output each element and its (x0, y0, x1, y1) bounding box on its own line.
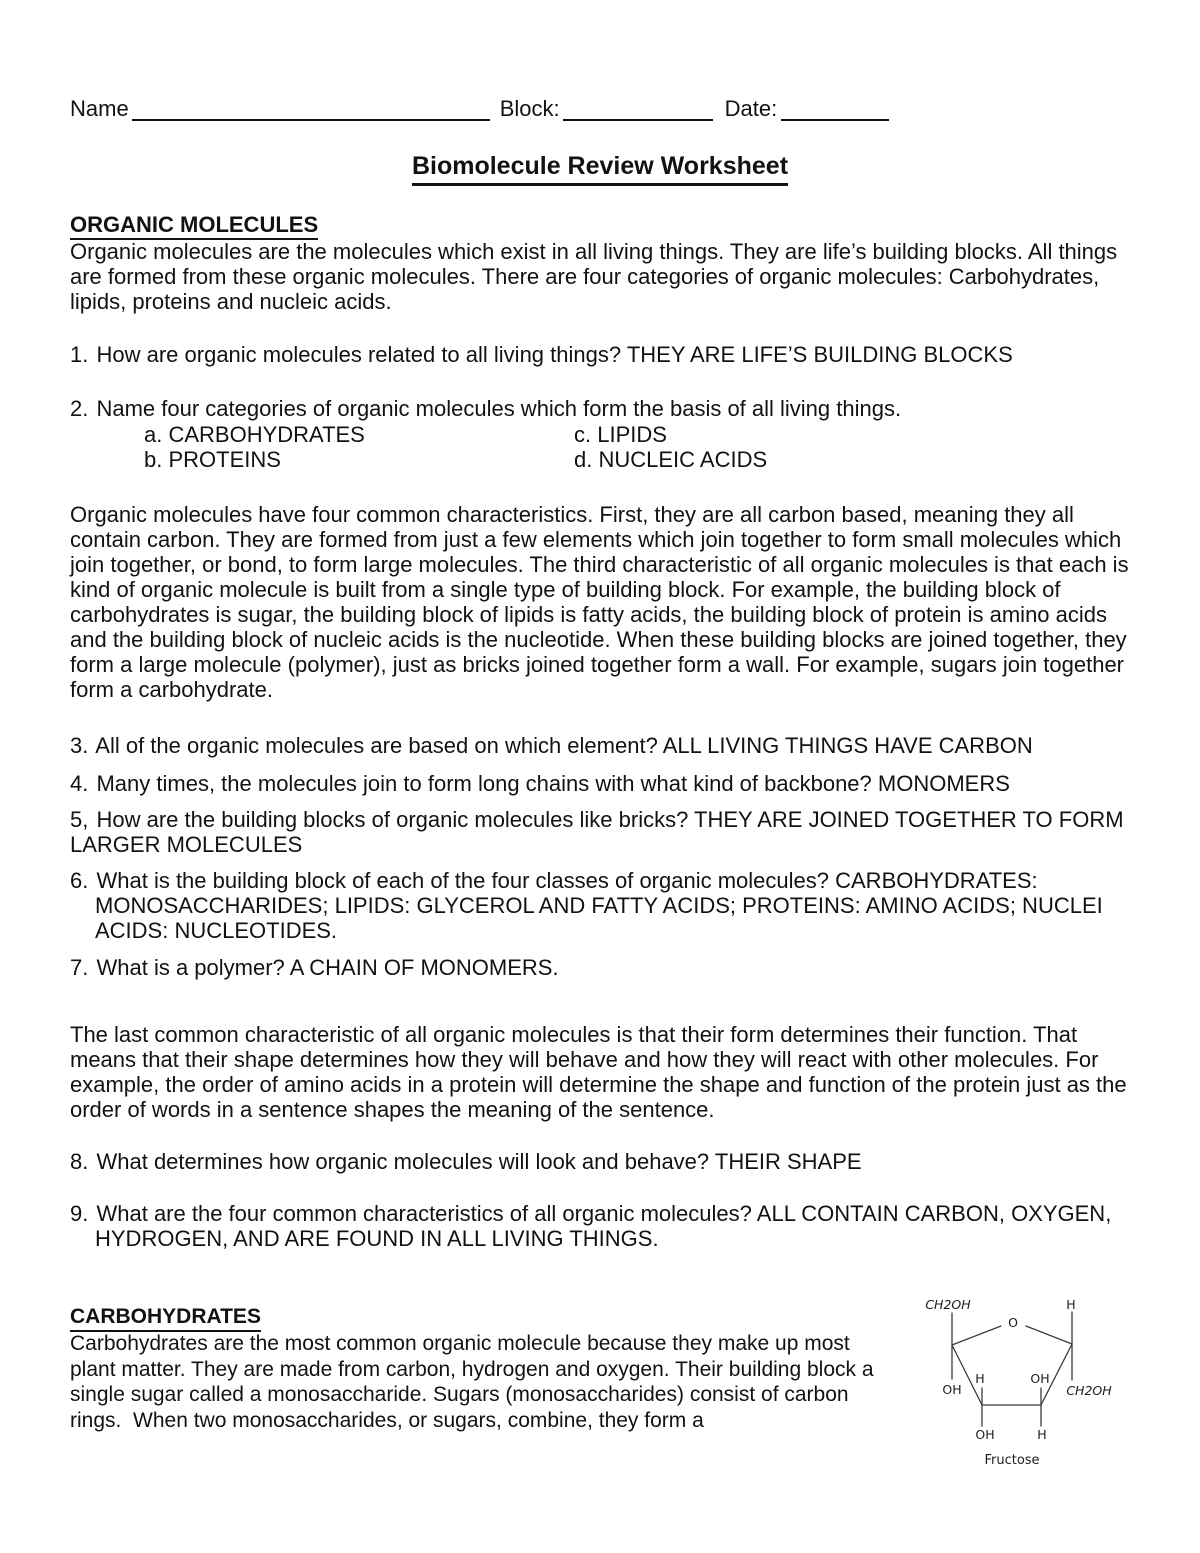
question-7-number: 7. (70, 955, 89, 980)
date-blank-line (781, 96, 889, 121)
block-label: Block: (499, 96, 560, 121)
fructose-label-h-bottom: H (1037, 1427, 1047, 1442)
question-9-answer: ALL CONTAIN CARBON, OXYGEN, HYDROGEN, AND ARE FOUND IN ALL LIVING THINGS. (95, 1201, 1112, 1251)
carbohydrates-paragraph: Carbohydrates are the most common organic molecule because they make up most plant matter. They are made from carbon, hydrogen and oxygen. Their building block a single sugar called a monosaccharide. Sugars (monosaccharides) consist of carbon rings. When two monosaccharides, or sugars, combine, they form a (70, 1332, 874, 1432)
question-4-text: Many times, the molecules join to form long chains with what kind of backbone? (96, 771, 872, 796)
fructose-label-ring-oxygen: O (1008, 1315, 1018, 1330)
question-3-text: All of the organic molecules are based on which element? (95, 733, 658, 758)
question-6 (70, 868, 1161, 943)
fructose-label-h-top-right: H (1066, 1297, 1076, 1312)
question-8-text: What determines how organic molecules will look and behave? (96, 1149, 710, 1174)
question-7-text: What is a polymer? (96, 955, 285, 980)
question-3 (70, 733, 1136, 758)
section-heading-carbohydrates: CARBOHYDRATES (70, 1304, 261, 1332)
question-4 (70, 771, 1136, 796)
question-2-number: 2. (70, 396, 89, 421)
fructose-label-h-inner-left: H (975, 1371, 985, 1386)
title-row (0, 151, 1200, 186)
fructose-molecule-diagram (885, 1283, 1155, 1483)
block-blank-line (563, 96, 713, 121)
answer-item-d: d. NUCLEIC ACIDS (574, 447, 768, 472)
question-3-number: 3. (70, 733, 89, 758)
question-4-answer: MONOMERS (877, 771, 1010, 796)
question-4-number: 4. (70, 771, 89, 796)
name-label: Name (70, 96, 129, 121)
question-2-text: Name four categories of organic molecules which form the basis of all living things. (96, 396, 902, 421)
question-5-number: 5, (70, 807, 89, 832)
question-2 (70, 396, 1136, 421)
question-7-answer: A CHAIN OF MONOMERS. (289, 955, 559, 980)
fructose-label-oh-inner-right: OH (1030, 1371, 1050, 1386)
question-2-answers-row-2 (70, 447, 1136, 472)
question-9-text: What are the four common characteristics of all organic molecules? (96, 1201, 752, 1226)
question-9 (70, 1201, 1161, 1251)
question-8-number: 8. (70, 1149, 89, 1174)
question-8-answer: THEIR SHAPE (714, 1149, 862, 1174)
answer-item-a: a. CARBOHYDRATES (144, 422, 365, 447)
question-5-text: How are the building blocks of organic molecules like bricks? (96, 807, 689, 832)
question-9-number: 9. (70, 1201, 89, 1226)
question-8 (70, 1149, 1136, 1174)
fructose-label-oh-bottom: OH (975, 1427, 995, 1442)
form-function-paragraph: The last common characteristic of all organic molecules is that their form determines their function. That means that their shape determines how they will behave and how they will react with other molecules. For example, the order of amino acids in a protein will determine the shape and function of the protein just as the order of words in a sentence shapes the meaning of the sentence. (70, 1022, 1127, 1122)
question-1-text: How are organic molecules related to all living things? (96, 342, 622, 367)
question-6-number: 6. (70, 868, 89, 893)
intro-paragraph: Organic molecules are the molecules which exist in all living things. They are life’s building blocks. All things are formed from these organic molecules. There are four categories of organic molecules: Carbohydrates, lipids, proteins and nucleic acids. (70, 239, 1118, 314)
question-1-answer: THEY ARE LIFE’S BUILDING BLOCKS (626, 342, 1013, 367)
question-7 (70, 955, 1136, 980)
fructose-caption: Fructose (984, 1453, 1040, 1468)
page-title: Biomolecule Review Worksheet (412, 151, 788, 186)
fructose-label-ch2oh-top-left: CH2OH (925, 1297, 971, 1312)
question-5-answer: THEY ARE JOINED TOGETHER TO FORM LARGER MOLECULES (70, 807, 1124, 857)
date-label: Date: (724, 96, 778, 121)
question-6-answer: CARBOHYDRATES: MONOSACCHARIDES; LIPIDS: GLYCEROL AND FATTY ACIDS; PROTEINS: AMINO ACIDS; NUCLEI ACIDS: NUCLEOTIDES. (95, 868, 1103, 943)
question-1-number: 1. (70, 342, 89, 367)
question-1 (70, 342, 1136, 367)
question-6-text: What is the building block of each of the four classes of organic molecules? (96, 868, 829, 893)
answer-item-b: b. PROTEINS (144, 447, 281, 472)
fructose-label-ch2oh-right: CH2OH (1066, 1383, 1112, 1398)
section-heading-organic-molecules: ORGANIC MOLECULES (70, 212, 318, 240)
name-blank-line (132, 96, 490, 121)
question-3-answer: ALL LIVING THINGS HAVE CARBON (662, 733, 1033, 758)
fructose-label-oh-left: OH (942, 1382, 962, 1397)
characteristics-paragraph: Organic molecules have four common characteristics. First, they are all carbon based, meaning they all contain carbon. They are formed from just a few elements which join together to form small molecules which join together, or bond, to form large molecules. The third characteristic of all organic molecules is that each is kind of organic molecule is built from a single type of building block. For example, the building block of carbohydrates is sugar, the building block of lipids is fatty acids, the building block of protein is amino acids and the building block of nucleic acids is the nucleotide. When these building blocks are joined together, they form a large molecule (polymer), just as bricks joined together form a wall. For example, sugars join together form a carbohydrate. (70, 502, 1129, 702)
question-5 (70, 807, 1136, 857)
name-block-date-row (70, 96, 1170, 121)
answer-item-c: c. LIPIDS (574, 422, 667, 447)
question-2-answers-row-1 (70, 422, 1136, 447)
